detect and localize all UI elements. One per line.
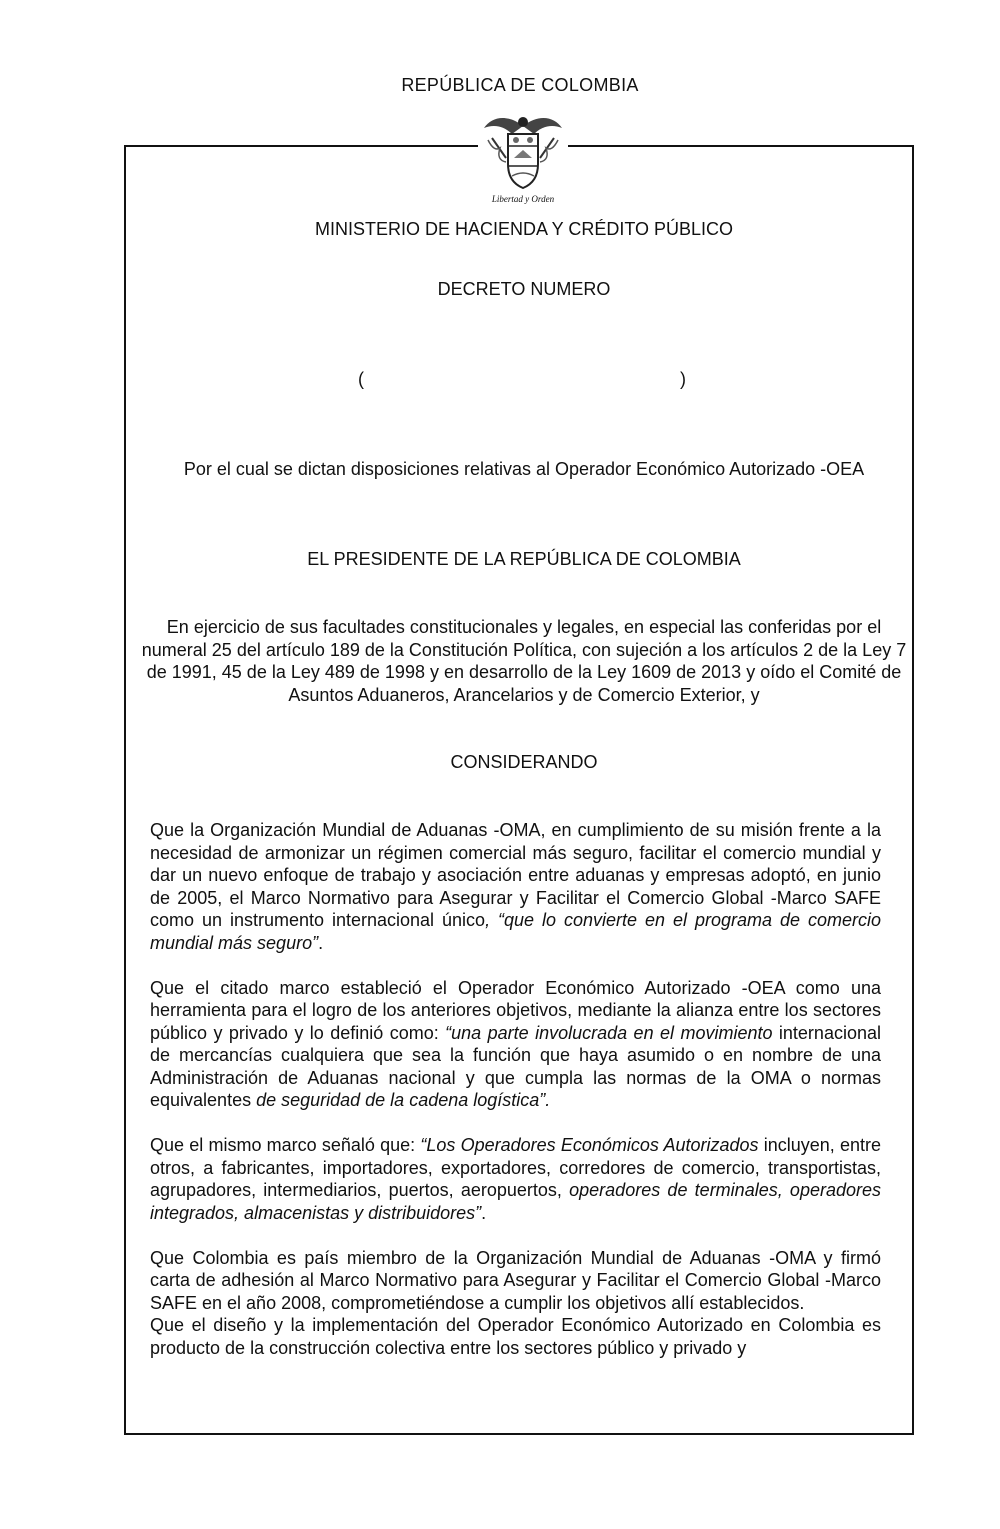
decree-label: DECRETO NUMERO [437,279,611,299]
president-heading: EL PRESIDENTE DE LA REPÚBLICA DE COLOMBIA [307,549,741,569]
considerando-paragraph-3 [150,1134,881,1224]
p3-end: . [481,1202,487,1223]
coat-of-arms-icon [478,108,568,213]
seal-graphic [478,108,568,194]
p3-text-mid: incluyen, entre otros, a fabricantes, importadores, exportadores, corredores de comercio, transportistas, agrupadores, intermediarios, puertos, aeropuertos, [150,1135,882,1200]
ministry-title: MINISTERIO DE HACIENDA Y CRÉDITO PÚBLICO [314,219,734,239]
country-heading: REPÚBLICA DE COLOMBIA [401,75,639,95]
p1-quote: , “que lo convierte en el programa de comercio mundial más seguro” [150,910,881,953]
p1-text: Que la Organización Mundial de Aduanas -OMA, en cumplimiento de su misión frente a la necesidad de armonizar un régimen comercial más seguro, facilitar el comercio mundial y dar un nuevo enfoque de trabajo y asociación entre aduanas y empresas adoptó, en junio de 2005, el Marco Normativo para Asegurar y Facilitar el Comercio Global -Marco SAFE como un instrumento internacional único [150,820,881,930]
seal-motto: Libertad y Orden [491,194,555,204]
p1-end: . [318,932,324,953]
decree-subject: Por el cual se dictan disposiciones relativas al Operador Económico Autorizado -OEA [183,459,865,479]
date-close-paren: ) [680,369,686,389]
considerando-paragraph-5: Que el diseño y la implementación del Operador Económico Autorizado en Colombia es producto de la construcción colectiva entre los sectores público y privado y [150,1315,881,1358]
considerando-paragraph-1 [150,819,881,954]
considerando-paragraph-4: Que Colombia es país miembro de la Organización Mundial de Aduanas -OMA y firmó carta de adhesión al Marco Normativo para Asegurar y Facilitar el Comercio Global -Marco SAFE en el año 2008, comprometiéndose a cumplir los objetivos allí establecidos. [150,1247,881,1313]
intro-paragraph: En ejercicio de sus facultades constitucionales y legales, en especial las conferidas por el numeral 25 del artículo 189 de la Constitución Política, con sujeción a los artículos 2 de la Ley 7 de 1991, 45 de la Ley 489 de 1998 y en desarrollo de la Ley 1609 de 2013 y oído el Comité de Asuntos Aduaneros, Arancelarios y de Comercio Exterior, y [141,617,907,705]
considerando-paragraph-2 [150,977,881,1112]
p3-text: Que el mismo marco señaló que: [150,1135,421,1155]
p3-quote-end: operadores de terminales, operadores integrados, almacenistas y distribuidores” [150,1180,881,1223]
p2-quote-end: de seguridad de la cadena logística”. [256,1090,551,1110]
p2-text: Que el citado marco estableció el Operador Económico Autorizado -OEA como una herramienta para el logro de los anteriores objetivos, mediante la alianza entre los sectores público y privado y lo definió como: [150,977,881,1043]
date-open-paren: ( [358,369,364,389]
p2-text-mid: internacional de mercancías cualquiera que sea la función que haya asumido o en nombre de una Administración de Aduanas nacional y que cumpla las normas de la OMA o normas equivalentes [150,1022,881,1110]
p3-quote-start: “Los Operadores Económicos Autorizados [420,1135,759,1155]
considerando-heading: CONSIDERANDO [450,752,598,772]
p2-quote-start: “una parte involucrada en el movimiento [445,1022,773,1043]
considerando-body [150,819,881,1359]
